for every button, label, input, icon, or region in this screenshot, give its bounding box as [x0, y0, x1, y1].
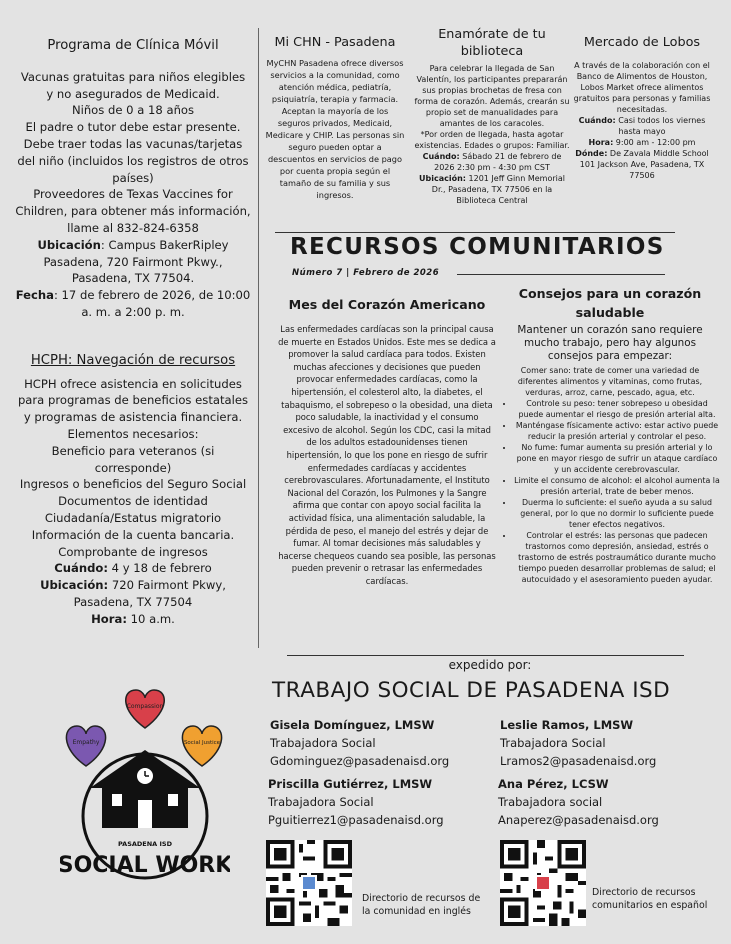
heart-purple-icon — [66, 726, 105, 766]
contact-name: Leslie Ramos, LMSW — [500, 718, 634, 732]
clinic-location-label: Ubicación — [37, 237, 101, 252]
clinic-location-text: : Campus BakerRipley — [100, 237, 229, 252]
heart-month-body: Las enfermedades cardíacas son la principal causa de muerte en Estados Unidos. Este mes se dedica a promover la salud cardíaca para todos. Existen muchas afecciones y decisiones que pueden provocar enfermedades cardíacas, como la hipertensión, el colesterol alto, la diabetes, el tabaquismo, el sobrepeso o la obesidad, una dieta poco saludable, la inactividad y el consumo excesivo de alcohol. Según los CDC, casi la mitad de los adultos estadounidenses tienen hipertensión, lo que los pone en riesgo de sufrir enfermedades cardíacas y accidentes cerebrovasculares. Afortunadamente, el Instituto Nacional del Corazón, los Pulmones y la Sangre afirma que contar con apoyo social facilita la actividad física, una alimentación saludable, la pérdida de peso, el manejo del estrés y dejar de fumar. Al tomar decisiones más saludables y hacerse chequeos cuando sea posible, las personas pueden prevenir o retrasar las enfermedades cardíacas. — [278, 324, 496, 586]
clinic-line: El padre o tutor debe estar presente. — [25, 120, 241, 135]
mychn-section — [265, 34, 405, 201]
library-where-text: 1201 Jeff Ginn Memorial Dr., Pasadena, TX 77506 en la Biblioteca Central — [431, 174, 566, 205]
qr-code-es[interactable] — [500, 840, 586, 926]
clinic-location — [8, 237, 258, 254]
clinic-line: Debe traer todas las vacunas/tarjetas — [23, 136, 243, 151]
hcph-line: Comprobante de ingresos — [58, 544, 208, 559]
hcph-location-label: Ubicación: — [40, 578, 109, 593]
hcph-line: Beneficio para veteranos (si — [51, 443, 215, 458]
tips-section — [500, 284, 720, 585]
contact-card — [500, 716, 720, 770]
library-note: *Por orden de llegada, hasta agotar existencias. Edades o grupos: Familiar. — [414, 130, 570, 150]
contact-role: Trabajadora social — [498, 795, 603, 809]
clinic-line: Vacunas gratuitas para niños elegibles — [20, 69, 246, 84]
column-divider — [258, 28, 259, 648]
qr-es-caption: Directorio de recursos comunitarios en español — [592, 887, 708, 911]
clinic-line: Children, para obtener más información, — [15, 204, 251, 219]
tip-item: • Controlar el estrés: las personas que padecen trastornos como depresión, ansiedad, estrés o trastorno de estrés postraumático durante mucho tiempo pueden desarrollar problemas de salud; el autocuidado y el asesoramiento pueden ayudar. — [514, 530, 720, 585]
hcph-location-line: Pasadena, TX 77504 — [73, 594, 193, 609]
clinic-line: Proveedores de Texas Vaccines for — [33, 187, 233, 202]
hcph-line: Documentos de identidad — [58, 494, 208, 509]
library-where-label: Ubicación: — [418, 174, 466, 183]
contact-email[interactable]: Pguitierrez1@pasadenaisd.org — [268, 813, 444, 827]
hcph-line: Ingresos o beneficios del Seguro Social — [19, 477, 247, 492]
clinic-line: llame al 832-824-6358 — [67, 220, 199, 235]
heart-label: Social Justice — [183, 740, 221, 746]
library-when — [412, 151, 572, 173]
clinic-date-label: Fecha — [15, 288, 54, 303]
qr-code-icon — [266, 840, 352, 926]
contact-email[interactable]: Anaperez@pasadenaisd.org — [498, 813, 659, 827]
masthead-title: RECURSOS COMUNITARIOS — [290, 234, 665, 260]
tips-title: Consejos para un corazón saludable — [518, 286, 702, 320]
contact-email[interactable]: Gdominguez@pasadenaisd.org — [270, 754, 450, 768]
clinic-location-line: Pasadena, TX 77504. — [71, 271, 195, 286]
heart-month-title: Mes del Corazón Americano — [288, 297, 486, 312]
market-where-text: De Zavala Middle School 101 Jackson Ave, Pasadena, TX 77506 — [579, 149, 709, 180]
market-when-label: Cuándo: — [578, 116, 616, 125]
heart-label: Empathy — [72, 739, 100, 746]
social-work-logo — [60, 688, 230, 888]
qr-en-caption: Directorio de recursos de la comunidad en inglés — [362, 893, 481, 917]
hcph-when-label: Cuándo: — [54, 561, 108, 576]
market-when — [573, 115, 711, 137]
hcph-section — [8, 376, 258, 628]
clinic-line: del niño (incluidos los registros de otros — [17, 153, 249, 168]
contact-card — [270, 716, 490, 770]
contact-role: Trabajadora Social — [268, 795, 374, 809]
clinic-line: y no asegurados de Medicaid. — [46, 86, 220, 101]
market-section — [573, 34, 711, 181]
hcph-time-text: 10 a.m. — [126, 611, 175, 626]
contact-card — [268, 775, 498, 829]
tip-item: • Controle su peso: tener sobrepeso u obesidad puede aumentar el riesgo de presión arterial alta. — [514, 398, 720, 420]
hcph-line: para programas de beneficios estatales — [17, 393, 249, 408]
contact-role: Trabajadora Social — [500, 736, 606, 750]
qr-code-icon — [500, 840, 586, 926]
tips-first: Comer sano: trate de comer una variedad de diferentes alimentos y vitaminas, como frutas, verduras, arroz, carne, pescado, agua, etc. — [517, 366, 703, 397]
heart-label: Compassion — [126, 703, 164, 710]
masthead-rule-top — [275, 232, 675, 233]
issued-by: expedido por: — [448, 658, 532, 672]
clinic-title: Programa de Clínica Móvil — [47, 38, 219, 53]
clinic-date — [8, 287, 258, 304]
clinic-date-line: a. m. a 2:00 p. m. — [81, 304, 185, 319]
library-section — [412, 26, 572, 206]
left-column — [8, 38, 258, 628]
footer-rule — [287, 655, 684, 656]
tip-item: • No fume: fumar aumenta su presión arterial y lo pone en mayor riesgo de sufrir un ataque cardíaco y un accidente cerebrovascular. — [514, 442, 720, 475]
contact-role: Trabajadora Social — [270, 736, 376, 750]
hcph-location-text: 720 Fairmont Pkwy, — [108, 578, 226, 593]
contact-name: Ana Pérez, LCSW — [498, 777, 609, 791]
masthead-rule-bottom — [457, 274, 665, 275]
market-time-label: Hora: — [588, 138, 614, 147]
logo-graphic — [60, 688, 230, 888]
hcph-line: HCPH ofrece asistencia en solicitudes — [24, 376, 242, 391]
market-time — [573, 137, 711, 148]
market-time-text: 9:00 am - 12:00 pm — [613, 138, 696, 147]
tip-item: • Limite el consumo de alcohol: el alcohol aumenta la presión arterial, trate de beber menos. — [514, 475, 720, 497]
contact-name: Priscilla Gutiérrez, LMSW — [268, 777, 433, 791]
logo-big-text: SOCIAL WORK — [60, 853, 230, 878]
tips-intro: Mantener un corazón sano requiere mucho trabajo, pero hay algunos consejos para empezar: — [517, 324, 703, 362]
library-when-text: Sábado 21 de febrero de 2026 2:30 pm - 4:30 pm CST — [434, 152, 562, 172]
hcph-title: HCPH: Navegación de recursos — [30, 352, 236, 368]
heart-month-section — [278, 296, 496, 587]
library-body: Para celebrar la llegada de San Valentín, los participantes prepararán sus propias brochetas de fresa con forma de corazón. Además, crearán su propio set de manualidades para amantes de los caracoles. — [414, 64, 570, 128]
org-name: TRABAJO SOCIAL DE PASADENA ISD — [272, 678, 671, 703]
tip-item: • Duerma lo suficiente: el sueño ayuda a su salud general, por lo que no dormir lo suficiente puede tener efectos negativos. — [514, 497, 720, 530]
hcph-location — [8, 577, 258, 594]
market-body: A través de la colaboración con el Banco de Alimentos de Houston, Lobos Market ofrece alimentos gratuitos para personas y familias necesitadas. — [573, 61, 711, 114]
market-when-text: Casi todos los viernes hasta mayo — [615, 116, 706, 136]
clinic-line: Niños de 0 a 18 años — [71, 103, 195, 118]
logo-small-text: PASADENA ISD — [118, 840, 172, 848]
hcph-line: corresponde) — [94, 460, 172, 475]
mychn-body: MyCHN Pasadena ofrece diversos servicios a la comunidad, como atención médica, pediatría, psiquiatría, terapia y farmacia. Aceptan la mayoría de los seguros privados, Medicaid, Medicare y CHIP. Las personas sin seguro pueden optar a descuentos en servicios de pago por cuenta propia según el tamaño de su familia y sus ingresos. — [265, 58, 405, 200]
hcph-line: y programas de asistencia financiera. — [23, 410, 243, 425]
market-title: Mercado de Lobos — [583, 35, 701, 50]
clinic-location-line: Pasadena, 720 Fairmont Pkwy., — [43, 254, 223, 269]
clinic-section — [8, 69, 258, 321]
contact-email[interactable]: Lramos2@pasadenaisd.org — [500, 754, 657, 768]
hcph-line: Ciudadanía/Estatus migratorio — [44, 510, 222, 525]
library-when-label: Cuándo: — [422, 152, 460, 161]
hcph-when — [8, 560, 258, 577]
qr-code-en[interactable] — [266, 840, 352, 926]
hcph-time — [8, 611, 258, 628]
hcph-line: Elementos necesarios: — [67, 426, 199, 441]
heart-orange-icon — [182, 726, 221, 766]
market-where-label: Dónde: — [575, 149, 608, 158]
clinic-line: países) — [112, 170, 154, 185]
library-title: Enamórate de tu biblioteca — [438, 27, 546, 59]
clinic-date-text: : 17 de febrero de 2026, de 10:00 — [53, 288, 251, 303]
hcph-time-label: Hora: — [91, 611, 127, 626]
tips-list — [500, 398, 720, 585]
contact-name: Gisela Domínguez, LMSW — [270, 718, 435, 732]
library-where — [412, 173, 572, 206]
hcph-line: Información de la cuenta bancaria. — [31, 527, 235, 542]
contact-card — [498, 775, 718, 829]
mychn-title: Mi CHN - Pasadena — [274, 35, 396, 50]
hcph-when-text: 4 y 18 de febrero — [108, 561, 212, 576]
tip-item: • Manténgase físicamente activo: estar activo puede reducir la presión arterial y controlar el peso. — [514, 420, 720, 442]
masthead-issue: Número 7 | Febrero de 2026 — [292, 268, 440, 278]
market-where — [573, 148, 711, 181]
